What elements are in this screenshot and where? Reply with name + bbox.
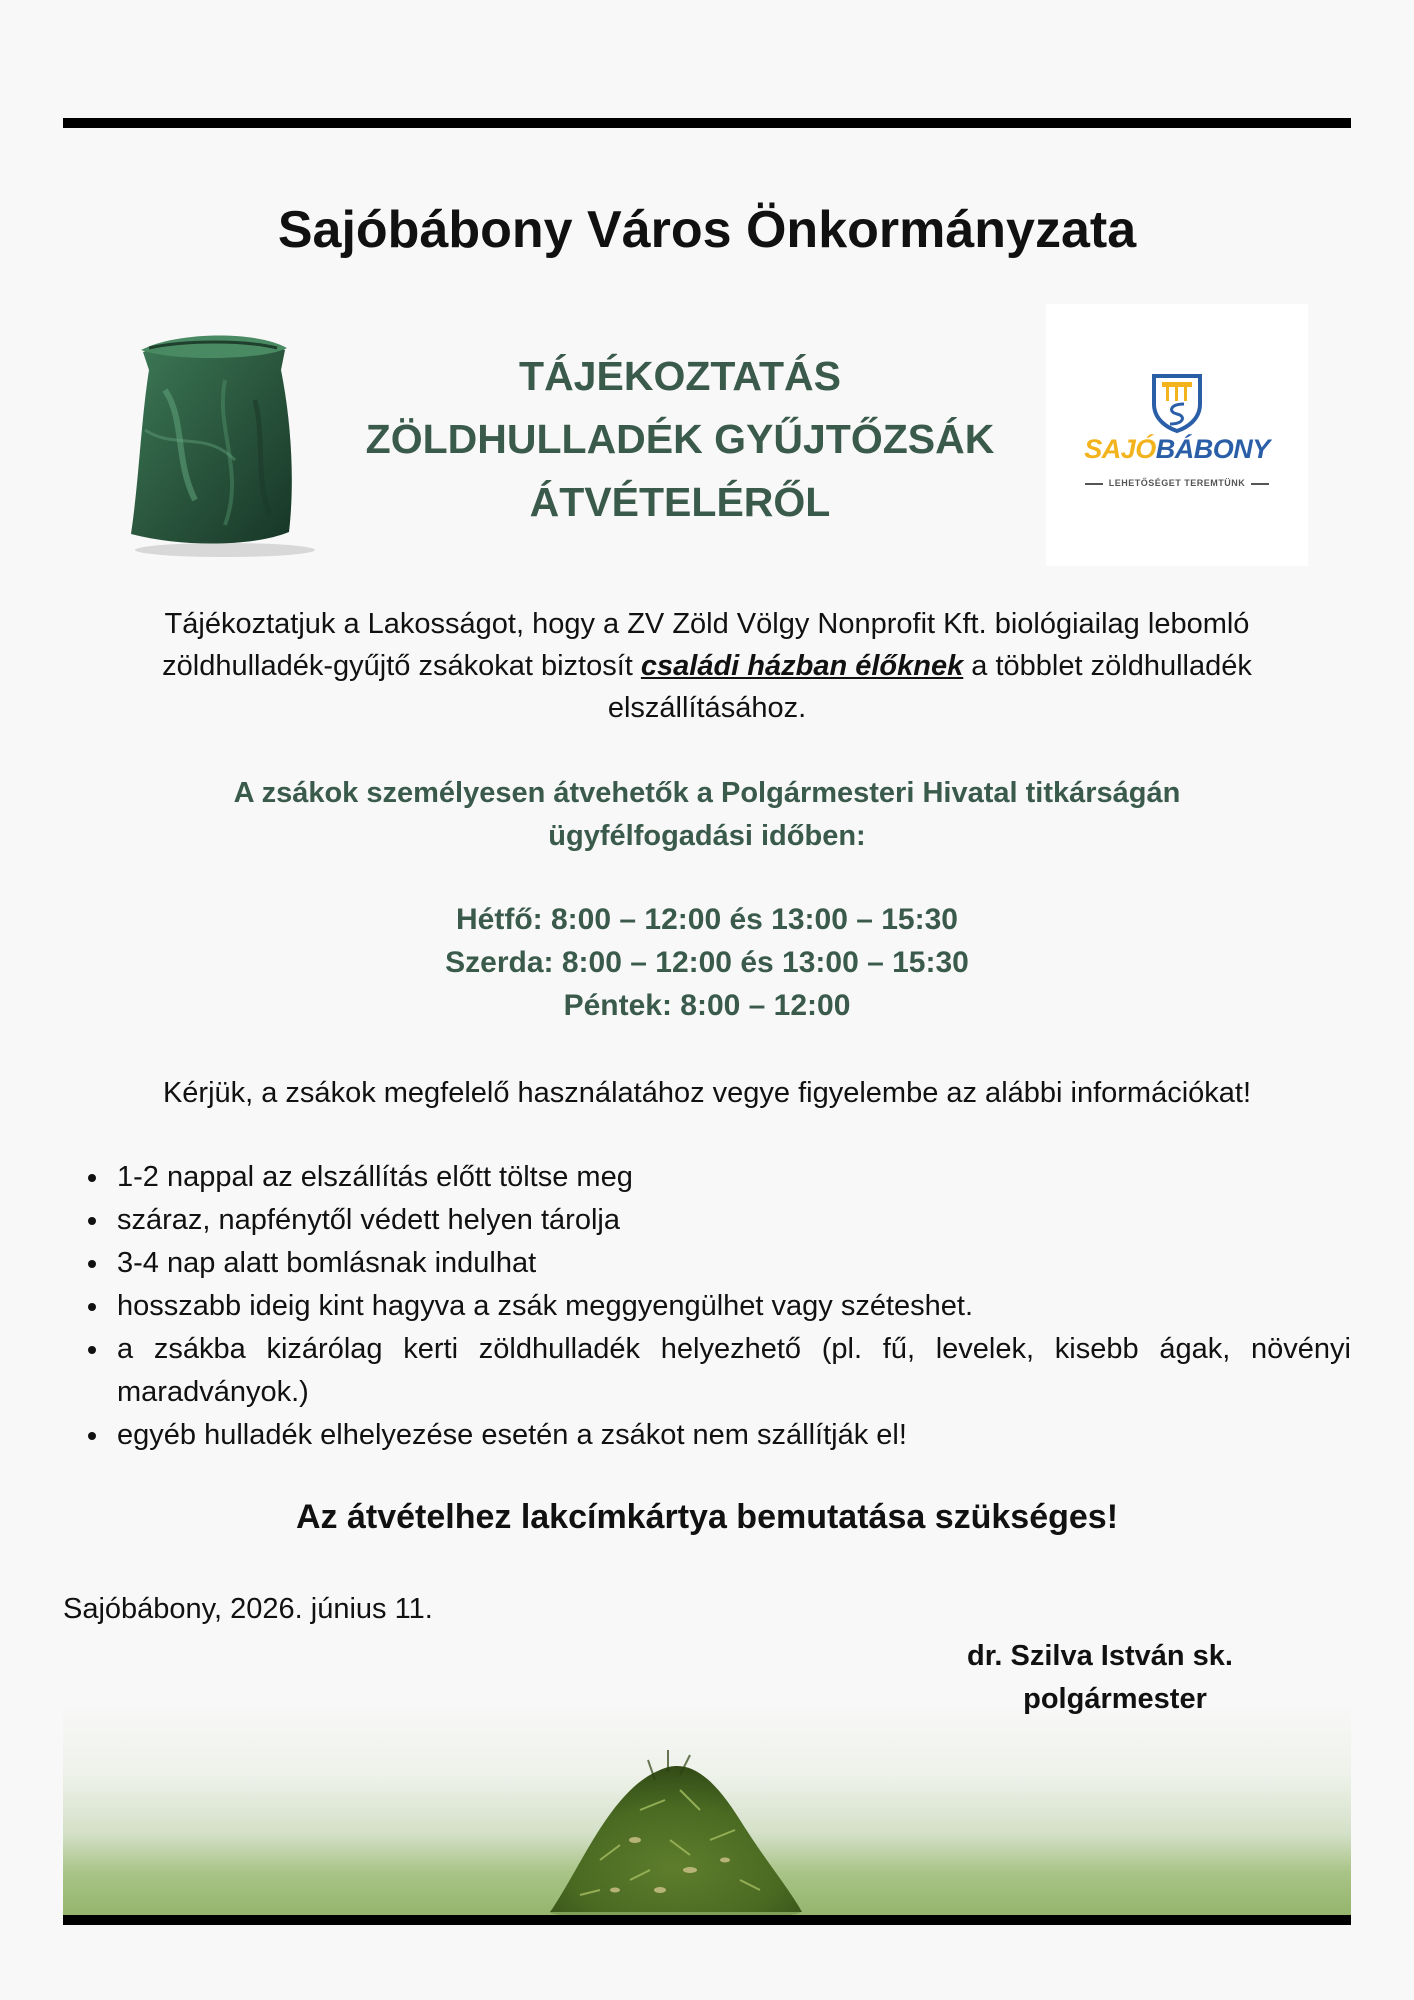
required-document-note: Az átvételhez lakcímkártya bemutatása szükséges!	[295, 1498, 1119, 1536]
usage-intro: Kérjük, a zsákok megfelelő használatához vegye figyelembe az alábbi információkat!	[162, 1077, 1252, 1109]
bottom-rule	[63, 1915, 1351, 1925]
grass-clippings-pile-image	[540, 1720, 810, 1920]
town-crest-shield-icon	[1046, 304, 1308, 434]
logo-tagline: LEHETŐSÉGET TEREMTÜNK	[1046, 478, 1308, 488]
notice-line-3: ÁTVÉTELÉRŐL	[529, 479, 831, 525]
list-item: egyéb hulladék elhelyezése esetén a zsákot nem szállítják el!	[63, 1414, 1351, 1457]
hours-monday: Hétfő: 8:00 – 12:00 és 13:00 – 15:30	[456, 903, 958, 936]
list-item: 3-4 nap alatt bomlásnak indulhat	[63, 1242, 1351, 1285]
list-item: száraz, napfénytől védett helyen tárolja	[63, 1199, 1351, 1242]
logo-wordmark: SAJÓBÁBONY	[1084, 434, 1270, 464]
pickup-info: A zsákok személyesen átvehetők a Polgármesteri Hivatal titkárságán ügyfélfogadási időben:	[233, 777, 1181, 852]
hours-friday: Péntek: 8:00 – 12:00	[563, 989, 851, 1022]
top-rule	[63, 118, 1351, 128]
signer-name: dr. Szilva István sk.	[967, 1640, 1233, 1672]
grass-pile-icon	[540, 1720, 810, 1920]
garbage-bag-image	[105, 310, 340, 560]
list-item: 1-2 nappal az elszállítás előtt töltse meg	[63, 1156, 1351, 1199]
garbage-bag-icon	[105, 310, 340, 560]
intro-paragraph: Tájékoztatjuk a Lakosságot, hogy a ZV Zöld Völgy Nonprofit Kft. biológiailag lebomló zöldhulladék-gyűjtő zsákokat biztosít családi házban élőknek a többlet zöldhulladék elszállításához.	[162, 608, 1252, 724]
notice-heading	[330, 345, 1030, 534]
list-item: a zsákba kizárólag kerti zöldhulladék helyezhető (pl. fű, levelek, kisebb ágak, növényi maradványok.)	[63, 1328, 1351, 1414]
signer-role: polgármester	[1023, 1683, 1207, 1715]
town-logo	[1046, 304, 1308, 566]
notice-line-1: TÁJÉKOZTATÁS	[519, 353, 841, 399]
emphasis-family-houses: családi házban élőknek	[640, 650, 964, 682]
notice-line-2: ZÖLDHULLADÉK GYŰJTŐZSÁK	[365, 416, 995, 462]
usage-rules-list	[63, 1156, 1351, 1457]
document-date: Sajóbábony, 2026. június 11.	[63, 1593, 433, 1625]
page-title: Sajóbábony Város Önkormányzata	[277, 201, 1137, 259]
signature-block	[880, 1635, 1320, 1721]
opening-hours	[100, 898, 1314, 1027]
list-item: hosszabb ideig kint hagyva a zsák meggyengülhet vagy széteshet.	[63, 1285, 1351, 1328]
hours-wednesday: Szerda: 8:00 – 12:00 és 13:00 – 15:30	[445, 946, 969, 979]
